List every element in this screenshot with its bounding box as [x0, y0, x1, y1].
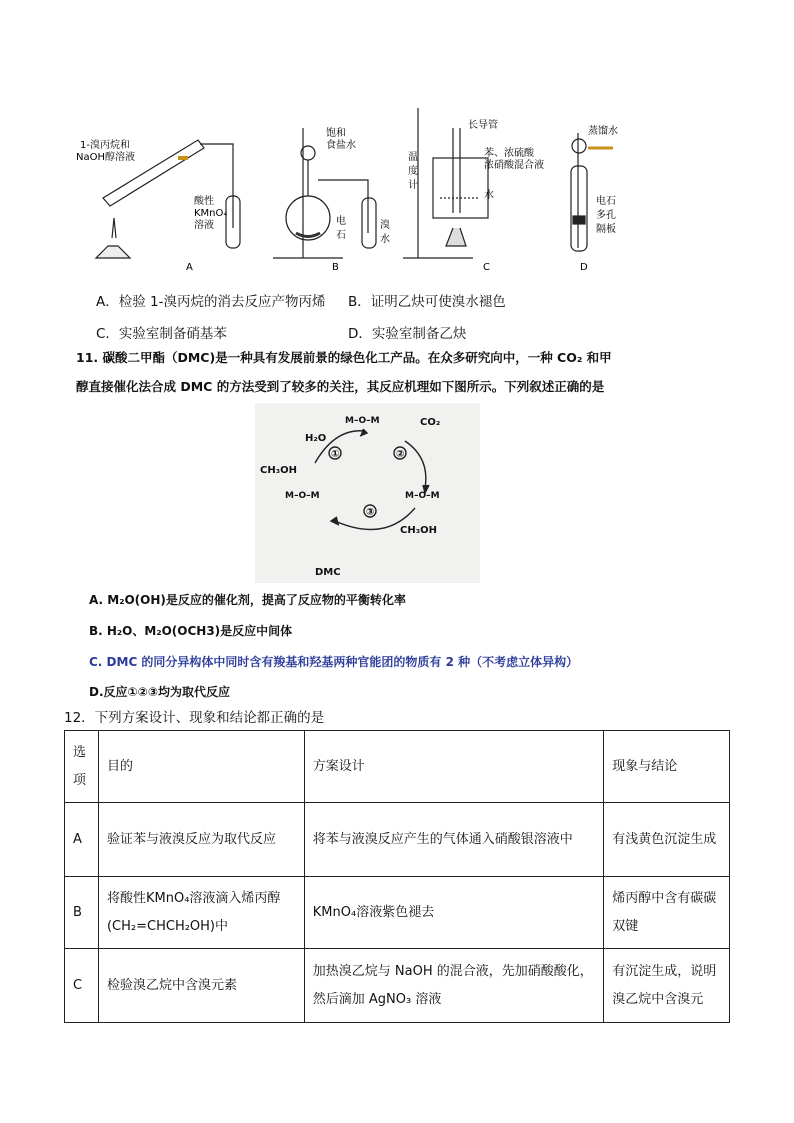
- label-b3: 电: [336, 216, 346, 227]
- apparatus-figure: [68, 98, 628, 276]
- svg-text:M–O–M: M–O–M: [345, 416, 380, 426]
- label-c3: 浓硝酸混合液: [484, 160, 544, 171]
- label-a4: KMnO₄: [194, 208, 228, 219]
- cell-option: C: [65, 949, 99, 1023]
- header-purpose: 目的: [98, 731, 304, 803]
- cell-result: 有沉淀生成，说明溴乙烷中含溴元: [604, 949, 730, 1023]
- cell-purpose: 检验溴乙烷中含溴元素: [98, 949, 304, 1023]
- label-a5: 溶液: [194, 220, 214, 231]
- mech-step1: ①: [331, 449, 340, 460]
- cell-plan: 将苯与液溴反应产生的气体通入硝酸银溶液中: [304, 803, 603, 877]
- cell-plan: 加热溴乙烷与 NaOH 的混合液，先加硝酸酸化，然后滴加 AgNO₃ 溶液: [304, 949, 603, 1023]
- mech-step3: ③: [366, 507, 375, 518]
- q10-option-d: D．实验室制备乙炔: [348, 326, 467, 342]
- mech-co2: CO₂: [420, 417, 441, 428]
- label-b4: 石: [336, 230, 346, 241]
- cell-result: 有浅黄色沉淀生成: [604, 803, 730, 877]
- header-result: 现象与结论: [604, 731, 730, 803]
- label-c5: 度: [408, 166, 418, 177]
- svg-text:M–O–M: M–O–M: [405, 491, 440, 501]
- label-a3: 酸性: [194, 196, 214, 207]
- mechanism-diagram: [255, 403, 480, 583]
- label-a1: 1-溴丙烷和: [80, 140, 130, 151]
- q12-table: [64, 730, 730, 1023]
- label-b6: 水: [380, 234, 390, 245]
- label-b1: 饱和: [326, 128, 346, 139]
- table-row: [65, 877, 730, 949]
- header-plan: 方案设计: [304, 731, 603, 803]
- cell-purpose: 将酸性KMnO₄溶液滴入烯丙醇(CH₂=CHCH₂OH)中: [98, 877, 304, 949]
- q11-option-a: A. M₂O(OH)是反应的催化剂，提高了反应物的平衡转化率: [89, 593, 406, 607]
- mech-step2: ②: [396, 449, 405, 460]
- q11-option-c: C. DMC 的同分异构体中同时含有羧基和羟基两种官能团的物质有 2 种（不考虑立体异构）: [89, 655, 579, 669]
- table-row: [65, 803, 730, 877]
- label-d1: 蒸馏水: [588, 126, 618, 137]
- q10-option-a: A．检验 1-溴丙烷的消去反应产物丙烯: [96, 294, 326, 310]
- label-b5: 溴: [380, 220, 390, 231]
- label-a2: NaOH醇溶液: [76, 152, 135, 163]
- letter-d: D: [580, 262, 588, 273]
- label-c4: 温: [408, 152, 418, 163]
- label-b2: 食盐水: [326, 140, 356, 151]
- label-c7: 水: [484, 190, 494, 201]
- label-d2: 电石: [596, 196, 616, 207]
- mech-ch3oh-left: CH₃OH: [260, 465, 297, 476]
- q10-option-b: B．证明乙炔可使溴水褪色: [348, 294, 506, 310]
- header-option: 选项: [65, 731, 99, 803]
- label-d4: 隔板: [596, 224, 616, 235]
- cell-result: 烯丙醇中含有碳碳双键: [604, 877, 730, 949]
- label-c2: 苯、浓硫酸: [484, 148, 534, 159]
- svg-text:M–O–M: M–O–M: [285, 491, 320, 501]
- letter-b: B: [332, 262, 339, 273]
- label-c6: 计: [408, 180, 418, 191]
- q11-option-d: D.反应①②③均为取代反应: [89, 685, 231, 699]
- cell-option: B: [65, 877, 99, 949]
- letter-c: C: [483, 262, 490, 273]
- letter-a: A: [186, 262, 193, 273]
- q11-stem-line2: 醇直接催化法合成 DMC 的方法受到了较多的关注，其反应机理如下图所示。下列叙述正确的是: [76, 379, 605, 394]
- mech-h2o: H₂O: [305, 433, 327, 444]
- label-d3: 多孔: [596, 210, 616, 221]
- cell-option: A: [65, 803, 99, 877]
- table-row: [65, 949, 730, 1023]
- q11-option-b: B. H₂O、M₂O(OCH3)是反应中间体: [89, 624, 293, 638]
- cell-purpose: 验证苯与液溴反应为取代反应: [98, 803, 304, 877]
- mech-ch3oh-right: CH₃OH: [400, 525, 437, 536]
- label-c1: 长导管: [468, 120, 498, 131]
- q11-stem-line1: 11. 碳酸二甲酯（DMC)是一种具有发展前景的绿色化工产品。在众多研究向中，一种 CO₂ 和甲: [76, 350, 612, 365]
- mech-dmc: DMC: [315, 567, 341, 578]
- q10-option-c: C．实验室制备硝基苯: [96, 326, 227, 342]
- table-header-row: [65, 731, 730, 803]
- cell-plan: KMnO₄溶液紫色褪去: [304, 877, 603, 949]
- q12-title: 12．下列方案设计、现象和结论都正确的是: [64, 710, 325, 726]
